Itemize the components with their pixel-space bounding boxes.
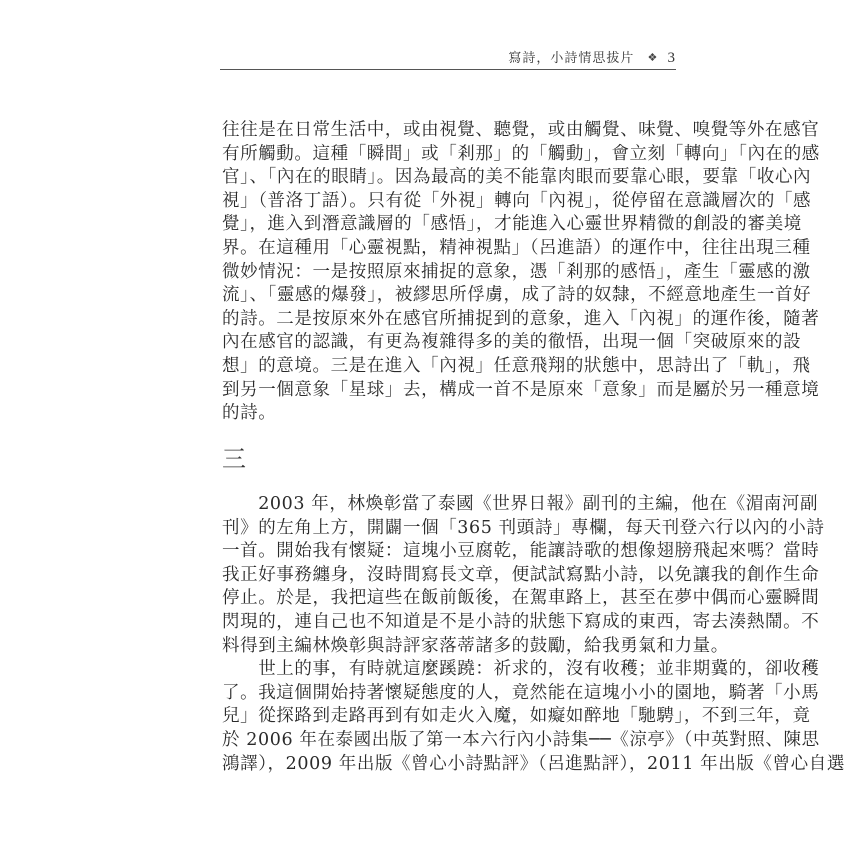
text-line: 2003 年，林煥彰當了泰國《世界日報》副刊的主編，他在《湄南河副 (222, 494, 819, 514)
text-line: 了。我這個開始持著懷疑態度的人，竟然能在這塊小小的園地，騎著「小馬 (222, 682, 820, 703)
text-line: 世上的事，有時就這麼蹊蹺：祈求的，沒有收穫；並非期冀的，卻收穫 (222, 659, 820, 680)
text-line: 有所觸動。這種「瞬間」或「剎那」的「觸動」，會立刻「轉向」「內在的感 (222, 143, 820, 164)
text-line: 往往是在日常生活中，或由視覺、聽覺，或由觸覺、味覺、嗅覺等外在感官 (222, 120, 820, 140)
text-line: 我正好事務纏身，沒時間寫長文章，便試試寫點小詩，以免讓我的創作生命 (222, 564, 820, 585)
text-line: 視」（普洛丁語）。只有從「外視」轉向「內視」，從停留在意識層次的「感 (222, 190, 812, 211)
text-line: 官」、「內在的眼睛」。因為最高的美不能靠肉眼而要靠心眼，要靠「收心內 (222, 167, 812, 188)
paragraph-section-1 (222, 119, 820, 426)
paragraph-section-2 (222, 493, 845, 776)
text-line: 到另一個意象「星球」去，構成一首不是原來「意象」而是屬於另一種意境 (222, 379, 820, 400)
text-line: 的詩。二是按原來外在感官所捕捉到的意象，進入「內視」的運作後，隨著 (222, 308, 820, 329)
header-divider (220, 69, 676, 70)
ornament-diamond-icon: ❖ (647, 51, 659, 64)
text-line: 的詩。 (222, 403, 277, 424)
running-title: 寫詩，小詩情思拔片 (508, 51, 635, 66)
text-line: 流」、「靈感的爆發」，被繆思所俘虜，成了詩的奴隸，不經意地產生一首好 (222, 285, 812, 306)
text-line: 兒」從探路到走路再到有如走火入魔，如癡如醉地「馳騁」，不到三年，竟 (222, 706, 811, 727)
running-header (220, 48, 676, 68)
text-line: 微妙情況：一是按照原來捕捉的意象，憑「剎那的感悟」，產生「靈感的激 (222, 261, 811, 282)
section-heading: 三 (222, 445, 246, 473)
text-line: 內在感官的認識，有更為複雜得多的美的徹悟，出現一個「突破原來的設 (222, 332, 802, 353)
text-line: 料得到主編林煥彰與詩評家落蒂諸多的鼓勵，給我勇氣和力量。 (222, 635, 729, 656)
text-line: 想」的意境。三是在進入「內視」任意飛翔的狀態中，思詩出了「軌」，飛 (222, 355, 811, 376)
text-line: 閃現的，連自己也不知道是不是小詩的狀態下寫成的東西，寄去湊熱鬧。不 (222, 611, 820, 632)
text-line: 界。在這種用「心靈視點，精神視點」（呂進語）的運作中，往往出現三種 (222, 237, 811, 258)
text-line: 停止。於是，我把這些在飯前飯後，在駕車路上，甚至在夢中偶而心靈瞬間 (222, 588, 820, 609)
text-line: 刊》的左角上方，開闢一個「365 刊頭詩」專欄，每天刊登六行以內的小詩 (222, 517, 825, 538)
text-line: 覺」，進入到潛意識層的「感悟」，才能進入心靈世界精微的創設的審美境 (222, 214, 802, 235)
text-line: 鴻譯），2009 年出版《曾心小詩點評》（呂進點評），2011 年出版《曾心自選 (222, 753, 845, 774)
text-line: 一首。開始我有懷疑：這塊小豆腐乾，能讓詩歌的想像翅膀飛起來嗎？當時 (222, 541, 820, 562)
text-line: 於 2006 年在泰國出版了第一本六行內小詩集──《涼亭》（中英對照、陳思 (222, 729, 820, 750)
page-number: 3 (667, 50, 676, 66)
